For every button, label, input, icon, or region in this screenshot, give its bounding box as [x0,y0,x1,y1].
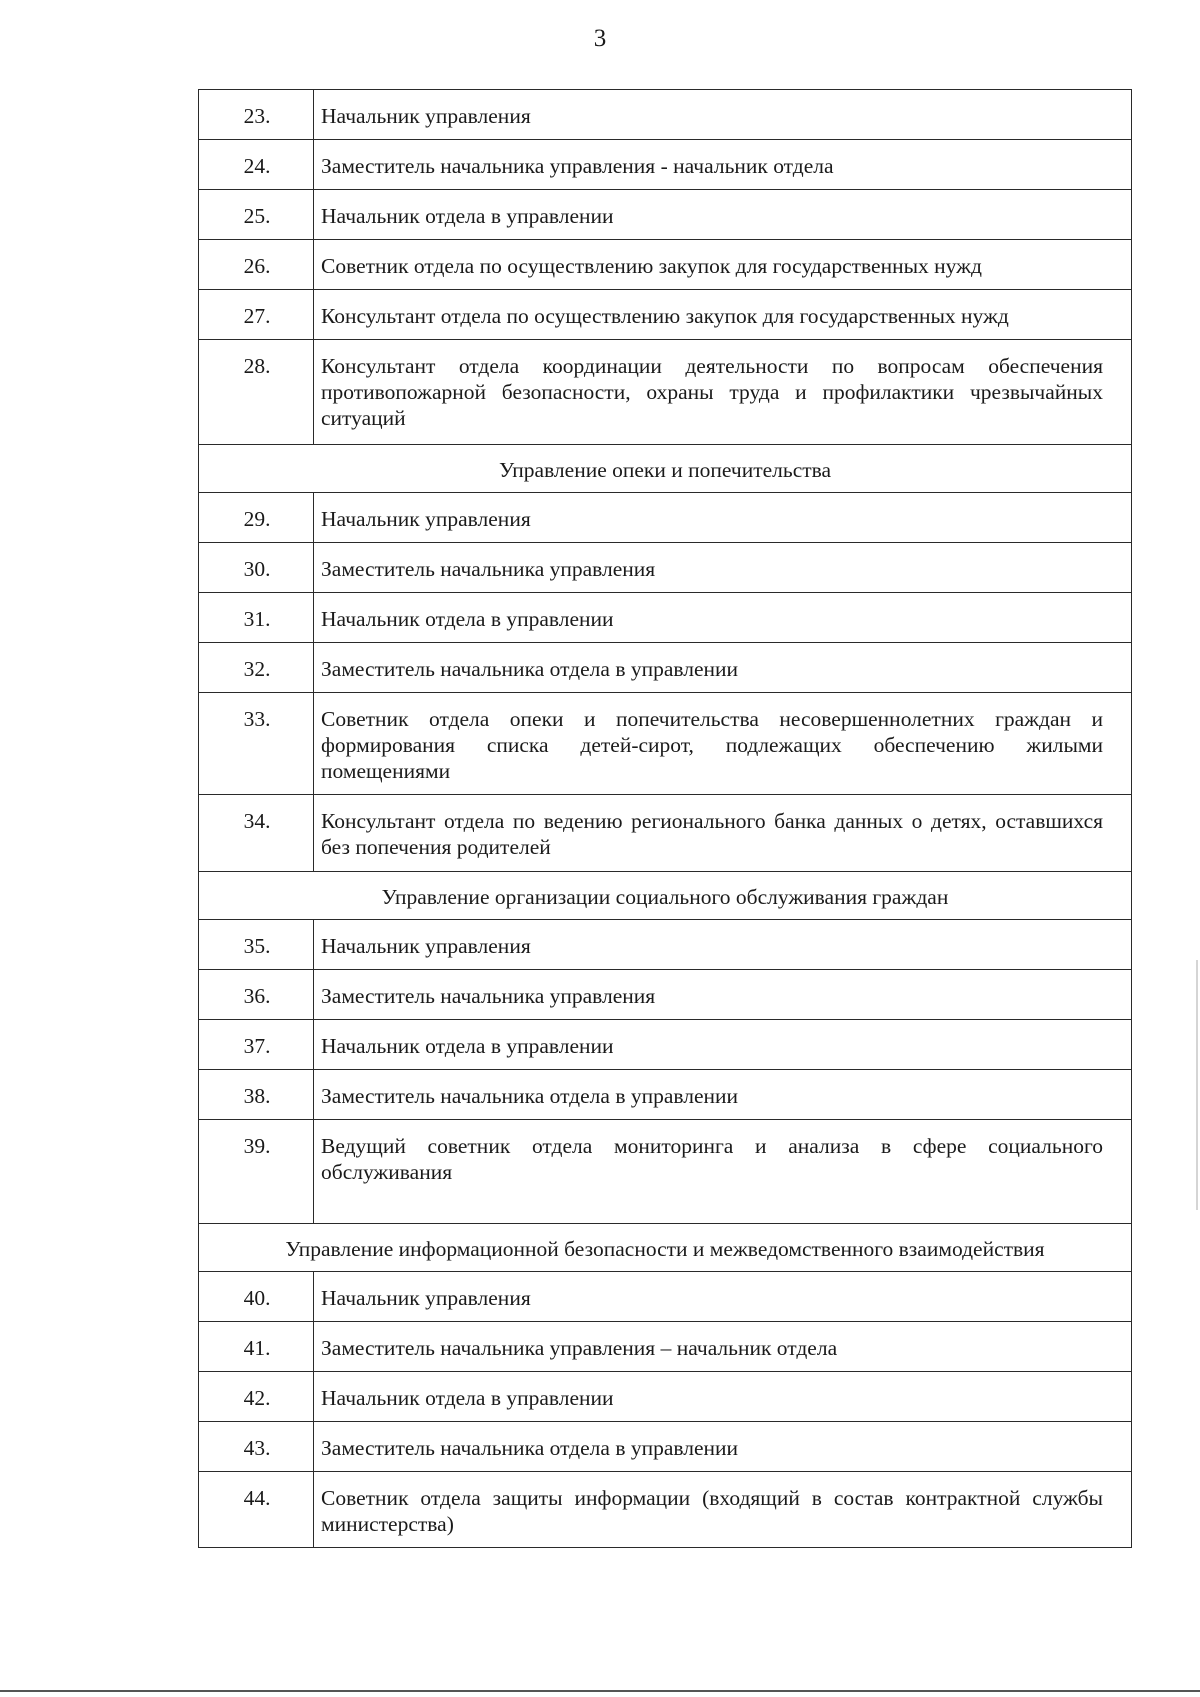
section-row [199,1224,1132,1272]
position-title: Заместитель начальника отдела в управлении [314,1422,1132,1472]
positions-table [198,89,1132,1548]
position-title: Заместитель начальника управления - начальник отдела [314,140,1132,190]
row-number: 25. [199,190,314,240]
table-row [199,795,1132,872]
position-title: Начальник отдела в управлении [314,190,1132,240]
row-number: 26. [199,240,314,290]
table-row [199,140,1132,190]
position-title: Ведущий советник отдела мониторинга и анализа в сфере социального обслуживания [314,1120,1132,1224]
row-number: 35. [199,920,314,970]
section-heading: Управление организации социального обслуживания граждан [199,872,1132,920]
position-title: Начальник отдела в управлении [314,1020,1132,1070]
position-title: Начальник отдела в управлении [314,593,1132,643]
table-row [199,1070,1132,1120]
section-row [199,445,1132,493]
table-row [199,1120,1132,1224]
table-row [199,340,1132,445]
position-title: Заместитель начальника управления [314,970,1132,1020]
table-row [199,1322,1132,1372]
table-row [199,920,1132,970]
row-number: 38. [199,1070,314,1120]
table-row [199,1272,1132,1322]
section-heading: Управление информационной безопасности и межведомственного взаимодействия [199,1224,1132,1272]
table-row [199,493,1132,543]
position-title: Консультант отдела координации деятельности по вопросам обеспечения противопожарной безопасности, охраны труда и профилактики чрезвычайных ситуаций [314,340,1132,445]
row-number: 39. [199,1120,314,1224]
row-number: 36. [199,970,314,1020]
row-number: 24. [199,140,314,190]
row-number: 40. [199,1272,314,1322]
row-number: 31. [199,593,314,643]
row-number: 30. [199,543,314,593]
row-number: 44. [199,1472,314,1548]
row-number: 37. [199,1020,314,1070]
row-number: 29. [199,493,314,543]
table-row [199,1472,1132,1548]
bottom-rule [0,1690,1200,1692]
table-row [199,1020,1132,1070]
position-title: Начальник управления [314,90,1132,140]
position-title: Заместитель начальника управления – начальник отдела [314,1322,1132,1372]
position-title: Советник отдела защиты информации (входящий в состав контрактной службы министерства) [314,1472,1132,1548]
scan-edge-mark [1196,960,1198,1210]
page-number: 3 [593,25,607,52]
table-row [199,290,1132,340]
row-number: 41. [199,1322,314,1372]
section-heading: Управление опеки и попечительства [199,445,1132,493]
row-number: 23. [199,90,314,140]
row-number: 32. [199,643,314,693]
position-title: Начальник управления [314,493,1132,543]
table-row [199,1372,1132,1422]
row-number: 33. [199,693,314,795]
table-row [199,643,1132,693]
table-row [199,970,1132,1020]
position-title: Советник отдела по осуществлению закупок для государственных нужд [314,240,1132,290]
row-number: 42. [199,1372,314,1422]
row-number: 28. [199,340,314,445]
position-title: Заместитель начальника отдела в управлении [314,643,1132,693]
position-title: Заместитель начальника управления [314,543,1132,593]
position-title: Начальник отдела в управлении [314,1372,1132,1422]
row-number: 34. [199,795,314,872]
table-row [199,693,1132,795]
row-number: 43. [199,1422,314,1472]
table-row [199,190,1132,240]
position-title: Заместитель начальника отдела в управлении [314,1070,1132,1120]
table-row [199,1422,1132,1472]
table-row [199,90,1132,140]
table-row [199,593,1132,643]
section-row [199,872,1132,920]
table-row [199,543,1132,593]
position-title: Начальник управления [314,1272,1132,1322]
position-title: Начальник управления [314,920,1132,970]
table-row [199,240,1132,290]
position-title: Советник отдела опеки и попечительства несовершеннолетних граждан и формирования списка детей-сирот, подлежащих обеспечению жилыми помещениями [314,693,1132,795]
row-number: 27. [199,290,314,340]
position-title: Консультант отдела по ведению регионального банка данных о детях, оставшихся без попечения родителей [314,795,1132,872]
position-title: Консультант отдела по осуществлению закупок для государственных нужд [314,290,1132,340]
